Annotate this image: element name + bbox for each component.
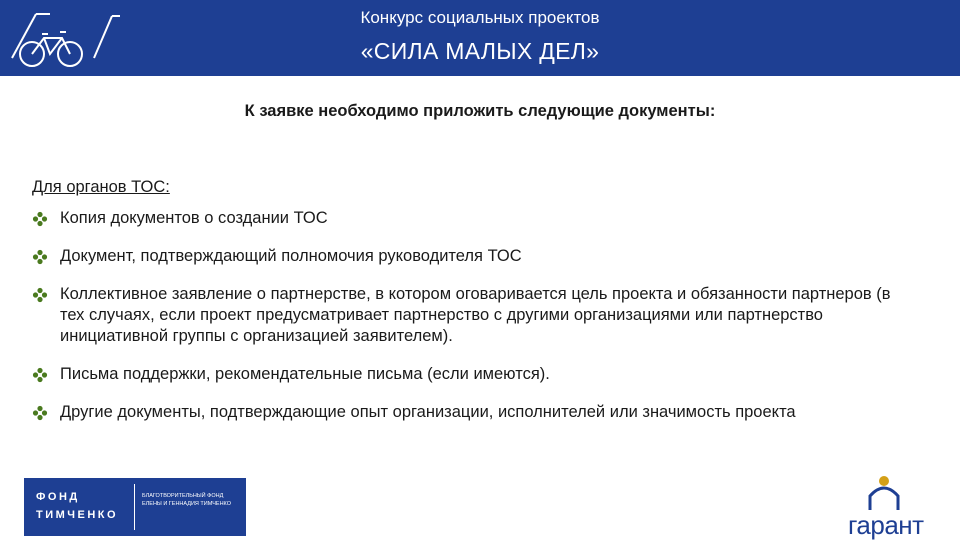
fund-description: БЛАГОТВОРИТЕЛЬНЫЙ ФОНД ЕЛЕНЫ И ГЕННАДИЯ ТИМЧЕНКО <box>142 493 231 507</box>
header-title: «СИЛА МАЛЫХ ДЕЛ» <box>360 38 600 64</box>
garant-arch-icon <box>842 472 942 512</box>
list-item <box>32 208 912 229</box>
diamond-bullet-icon <box>32 405 48 421</box>
list-item <box>32 402 912 423</box>
list-item-text: Письма поддержки, рекомендательные письма (если имеются). <box>60 365 550 383</box>
diamond-bullet-icon <box>32 211 48 227</box>
intro-heading: К заявке необходимо приложить следующие документы: <box>244 102 716 120</box>
documents-list <box>32 208 912 440</box>
diamond-bullet-icon <box>32 249 48 265</box>
footer <box>0 466 960 540</box>
timchenko-fund-logo <box>24 478 246 536</box>
list-item-text: Другие документы, подтверждающие опыт организации, исполнителей или значимость проекта <box>60 403 796 421</box>
garant-name: гарант <box>848 510 924 540</box>
fund-name-line2: ТИМЧЕНКО <box>36 509 119 521</box>
list-item-text: Коллективное заявление о партнерстве, в котором оговаривается цель проекта и обязанности партнеров (в тех случаях, если проект предусматривает партнерство с другими организациями или партнерство инициативной группы с организацией заявителем). <box>60 285 891 345</box>
fund-divider <box>134 484 135 530</box>
list-item <box>32 246 912 267</box>
list-item <box>32 284 912 347</box>
section-heading: Для органов ТОС: <box>32 178 170 196</box>
list-item-text: Документ, подтверждающий полномочия руководителя ТОС <box>60 247 522 265</box>
garant-logo <box>842 472 942 540</box>
list-item <box>32 364 912 385</box>
fund-name <box>36 488 118 524</box>
header-banner <box>0 0 960 76</box>
diamond-bullet-icon <box>32 287 48 303</box>
header-subtitle: Конкурс социальных проектов <box>360 8 600 27</box>
diamond-bullet-icon <box>32 367 48 383</box>
list-item-text: Копия документов о создании ТОС <box>60 209 328 227</box>
fund-name-line1: ФОНД <box>36 491 80 503</box>
